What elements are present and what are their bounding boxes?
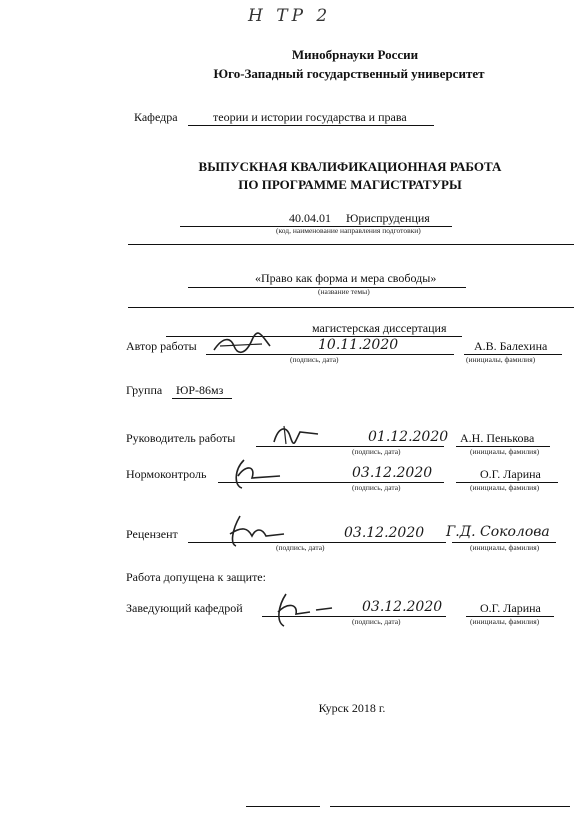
norm-control-name-caption: (инициалы, фамилия) <box>470 483 540 492</box>
topic-second-line <box>128 307 574 308</box>
work-type: магистерская диссертация <box>312 321 447 335</box>
department-label: Кафедра <box>134 110 178 124</box>
author-name-caption: (инициалы, фамилия) <box>466 355 536 364</box>
direction-code: 40.04.01 <box>289 211 331 225</box>
author-name: А.В. Балехина <box>474 339 548 353</box>
reviewer-name: Г.Д. Соколова <box>446 524 550 540</box>
document-title-line2: ПО ПРОГРАММЕ МАГИСТРАТУРЫ <box>238 177 462 192</box>
head-label: Заведующий кафедрой <box>126 601 243 615</box>
norm-control-sign-caption: (подпись, дата) <box>352 483 401 492</box>
norm-control-name: О.Г. Ларина <box>480 467 541 481</box>
supervisor-sign-caption: (подпись, дата) <box>352 447 401 456</box>
head-date: 03.12.2020 <box>362 599 443 615</box>
direction-name: Юриспруденция <box>346 211 430 225</box>
bottom-rule-1 <box>246 806 320 807</box>
topic-value: «Право как форма и мера свободы» <box>255 271 437 285</box>
admission-statement: Работа допущена к защите: <box>126 570 266 584</box>
head-name-caption: (инициалы, фамилия) <box>470 617 540 626</box>
group-underline <box>172 398 232 399</box>
bottom-rule-2 <box>330 806 570 807</box>
head-sign-caption: (подпись, дата) <box>352 617 401 626</box>
department-value: теории и истории государства и права <box>213 110 407 124</box>
supervisor-date: 01.12.2020 <box>368 429 449 445</box>
group-label: Группа <box>126 383 163 397</box>
city-year: Курск 2018 г. <box>318 701 386 715</box>
author-date: 10.11.2020 <box>318 337 399 353</box>
archive-mark: Н ТР 2 <box>248 6 332 26</box>
direction-second-line <box>128 244 574 245</box>
author-signature <box>212 334 272 356</box>
reviewer-date: 03.12.2020 <box>344 525 425 541</box>
department-underline <box>188 125 434 126</box>
supervisor-signature <box>272 422 322 448</box>
norm-control-signature <box>230 458 286 490</box>
university-name: Юго-Западный государственный университет <box>213 66 485 81</box>
norm-control-date: 03.12.2020 <box>352 465 433 481</box>
author-label: Автор работы <box>126 339 197 353</box>
reviewer-sign-caption: (подпись, дата) <box>276 543 325 552</box>
topic-caption: (название темы) <box>318 287 370 296</box>
document-title-line1: ВЫПУСКНАЯ КВАЛИФИКАЦИОННАЯ РАБОТА <box>198 159 502 174</box>
author-sign-caption: (подпись, дата) <box>290 355 339 364</box>
norm-control-label: Нормоконтроль <box>126 467 207 481</box>
supervisor-name: А.Н. Пенькова <box>460 431 535 445</box>
reviewer-label: Рецензент <box>126 527 178 541</box>
direction-caption: (код, наименование направления подготовки) <box>276 226 421 235</box>
head-name: О.Г. Ларина <box>480 601 541 615</box>
head-signature <box>270 592 334 628</box>
ministry-name: Минобрнауки России <box>291 47 419 62</box>
supervisor-name-caption: (инициалы, фамилия) <box>470 447 540 456</box>
work-type-underline <box>166 336 462 337</box>
supervisor-label: Руководитель работы <box>126 431 236 445</box>
group-value: ЮР-86мз <box>176 383 224 397</box>
reviewer-name-caption: (инициалы, фамилия) <box>470 543 540 552</box>
